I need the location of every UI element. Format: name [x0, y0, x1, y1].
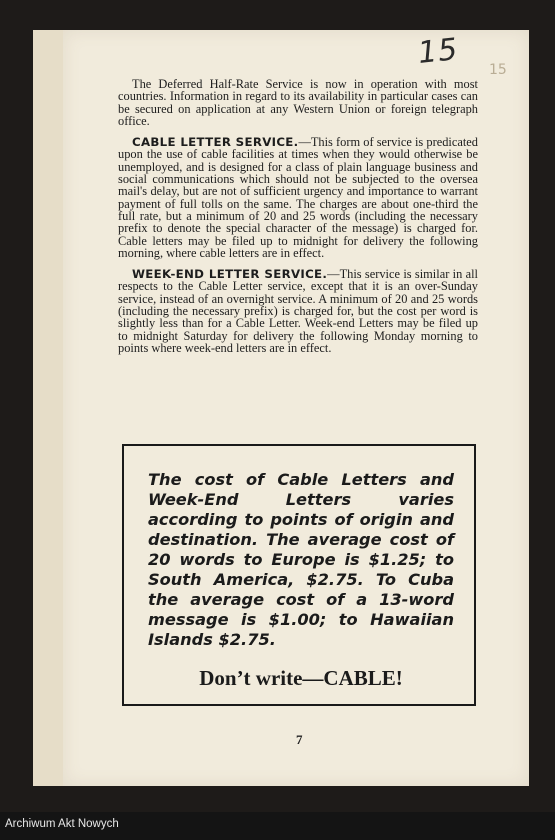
cost-info-text: The cost of Cable Letters and Week-End Letters varies according to points of origin and destination. The average cost of 20 words to Europe is $1.25; to South America, $2.75. To Cuba the average cost of a 13-word message is $1.00; to Hawaiian Islands $2.75.	[148, 470, 454, 649]
section-heading-cable-letter: CABLE LETTER SERVICE.	[132, 135, 299, 150]
slogan: Don’t write—CABLE!	[199, 666, 403, 690]
paragraph-cable-letter	[118, 136, 478, 259]
facing-page-edge	[33, 30, 64, 786]
page-number: 7	[296, 732, 303, 747]
cost-info-box	[122, 444, 476, 706]
archive-footer-bar	[0, 812, 555, 840]
paragraph-text: The Deferred Half-Rate Service is now in operation with most countries. Information in regard to its availability in particular cases can be secured on application at any Western Union or foreign telegraph office.	[118, 77, 478, 128]
section-heading-week-end-letter: WEEK-END LETTER SERVICE.	[132, 267, 328, 282]
archive-label: Archiwum Akt Nowych	[5, 818, 119, 830]
paragraph-deferred-service	[118, 78, 478, 127]
body-text	[118, 78, 478, 363]
handwritten-page-annotation: 15	[416, 31, 460, 72]
paragraph-text: —This service is similar in all respects to the Cable Letter service, except that it is an over-Sunday service, instead of an overnight service. A minimum of 20 and 25 words (including the necessary prefix) is charged for, but the cost per word is slightly less than for a Cable Letter. Week-end Letters may be filed up to midnight Saturday for delivery the following Monday morning to points where week-end letters are in effect.	[118, 267, 478, 355]
faint-corner-mark: 15	[489, 62, 507, 78]
paragraph-week-end-letter	[118, 268, 478, 354]
paragraph-text: —This form of service is predicated upon the use of cable facilities at times when they would otherwise be unemployed, and is designed for a class of plain language business and social communications which should not be subjected to the oversea mail's delay, but are not of sufficient urgency and importance to warrant payment of full tolls on the same. The charges are about one-third the full rate, but a minimum of 20 and 25 words (including the necessary prefix to denote the special character of the message) is charged for. Cable letters may be filed up to midnight for delivery the following morning, where cable letters are in effect.	[118, 135, 478, 260]
